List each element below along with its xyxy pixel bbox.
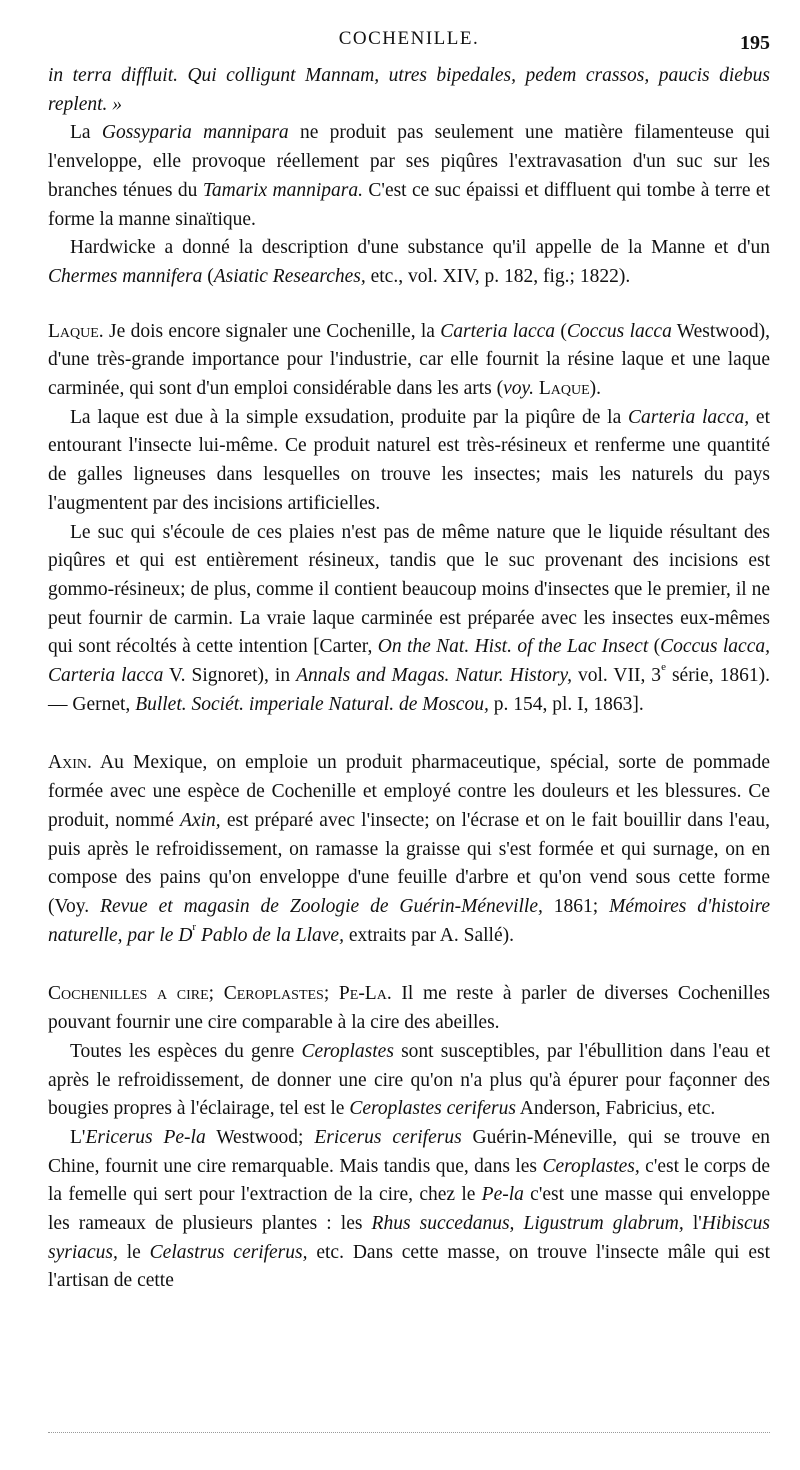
- text-run: c'est une masse qui enveloppe les rameaux de plusieurs plantes : les: [48, 1184, 770, 1235]
- text-run: p. 154, pl. I, 1863].: [488, 693, 644, 715]
- citation-author: Pablo de la Llave,: [196, 924, 344, 946]
- species-name: Celastrus ceriferus,: [149, 1241, 308, 1263]
- text-run: 1861;: [542, 895, 610, 917]
- text-run: Westwood), d'une très-grande importance pour l'industrie, car elle fournit la résine laque et une laque carminée, qui sont d'un emploi considérable dans les arts (: [48, 320, 771, 400]
- species-name: Coccus lacca, Carteria lacca: [48, 636, 770, 687]
- species-name: Pe-la: [481, 1184, 524, 1206]
- text-run: série, 1861). — Gernet,: [48, 665, 770, 715]
- text-run: L': [70, 1126, 86, 1148]
- text-run: vol. VII, 3: [571, 665, 662, 687]
- paragraph-laque-exsudation: [48, 404, 770, 519]
- species-name: Rhus succedanus, Ligustrum glabrum,: [371, 1213, 684, 1235]
- text-run: etc. Dans cette masse, on trouve l'insecte mâle qui est l'artisan de cette: [48, 1241, 770, 1292]
- genus-name: Ceroplastes,: [542, 1155, 640, 1177]
- text-run: c'est le corps de la femelle qui sert pour l'extraction de la cire, chez le: [48, 1155, 770, 1206]
- text-run: La laque est due à la simple exsudation, produite par la piqûre de la: [70, 406, 629, 428]
- paragraph-ceroplastes: [48, 1038, 770, 1124]
- section-axin: [48, 749, 770, 950]
- paragraph-laque-carminee: [48, 519, 770, 720]
- text-run: et entourant l'insecte lui-même. Ce produit naturel est très-résineux et renferme une quantité de galles ligneuses dans lesquelles on trouve les insectes; mais les naturels du pays l'augmentent par des incisions artificielles.: [48, 406, 770, 514]
- text-run: C'est ce suc épaissi et diffluent qui tombe à terre et forme la manne sinaïtique.: [48, 179, 770, 230]
- section-heading-axin: Axin.: [48, 752, 92, 774]
- species-name: Hibiscus syriacus,: [48, 1213, 771, 1263]
- section-cochenilles-a-cire: [48, 980, 770, 1037]
- paragraph-gossyparia: [48, 119, 770, 234]
- text-run: ).: [589, 378, 602, 400]
- text-run: V. Signoret), in: [163, 665, 297, 687]
- text-run: (: [648, 636, 661, 658]
- text-run: extraits par A. Sallé).: [343, 924, 514, 946]
- section-laque: [48, 318, 770, 404]
- paragraph-ericerus: [48, 1124, 770, 1296]
- citation-title: Revue et magasin de Zoologie de Guérin-Méneville,: [100, 895, 543, 917]
- running-title: COCHENILLE.: [338, 28, 480, 49]
- text-run: (: [555, 320, 567, 342]
- paragraph-hardwicke: [48, 234, 770, 291]
- cross-reference: voy.: [503, 378, 534, 400]
- species-name: Coccus lacca: [566, 320, 672, 342]
- species-name: Ericerus Pe-la: [85, 1126, 206, 1148]
- section-heading-cire: Cochenilles a cire; Ceroplastes; Pe-La.: [48, 983, 392, 1005]
- text-run: Je dois encore signaler une Cochenille, la: [103, 320, 441, 342]
- text-run: l': [683, 1213, 702, 1235]
- text-run: Westwood;: [205, 1126, 315, 1148]
- text-run: Au Mexique, on emploie un produit pharmaceutique, spécial, sorte de pommade formée avec une espèce de Cochenille et employé contre les douleurs et les blessures. Ce produit, nommé: [48, 752, 770, 831]
- body-text: [48, 62, 770, 1296]
- text-run: etc., vol. XIV, p. 182, fig.; 1822).: [365, 265, 631, 287]
- text-run: Toutes les espèces du genre: [70, 1040, 302, 1062]
- cross-reference-term: Laque: [538, 378, 590, 400]
- citation-title: Annals and Magas. Natur. History,: [296, 665, 572, 687]
- species-name: Carteria lacca: [440, 320, 556, 342]
- text-run: ne produit pas seulement une matière filamenteuse qui l'enveloppe, elle provoque réellement par ses piqûres l'extravasation d'un suc sur les branches ténues du: [48, 122, 770, 201]
- section-heading-laque: Laque.: [48, 320, 104, 342]
- term: Axin,: [180, 809, 221, 831]
- superscript: e: [661, 661, 666, 674]
- citation-title: Mémoires d'histoire naturelle, par le D: [48, 895, 771, 946]
- species-name: Ericerus ceriferus: [314, 1126, 462, 1148]
- citation-title: On the Nat. Hist. of the Lac Insect: [377, 636, 649, 658]
- text-run: le: [117, 1241, 150, 1263]
- species-name: Ceroplastes ceriferus: [349, 1098, 516, 1120]
- species-name: Chermes mannifera: [48, 265, 203, 287]
- bottom-rule: [48, 1432, 770, 1435]
- superscript: r: [192, 920, 197, 933]
- text-run: Hardwicke a donné la description d'une substance qu'il appelle de la Manne et d'un: [70, 237, 770, 259]
- text-run: (: [202, 265, 214, 287]
- text-run: sont susceptibles, par l'ébullition dans l'eau et après le refroidissement, de donner une cire qu'on n'a plus qu'à épurer pour façonner des bougies propres à l'éclairage, tel est le: [48, 1040, 770, 1120]
- text-run: Il me reste à parler de diverses Cochenilles pouvant fournir une cire comparable à la cire des abeilles.: [48, 983, 770, 1034]
- genus-name: Ceroplastes: [301, 1040, 394, 1062]
- species-name: Gossyparia mannipara: [101, 122, 289, 144]
- paragraph-latin-quote-end: [48, 62, 770, 119]
- species-name: Carteria lacca,: [628, 406, 750, 428]
- text-run: La: [70, 122, 102, 144]
- citation-title: Asiatic Researches,: [213, 265, 366, 287]
- text-run: Guérin-Méneville, qui se trouve en Chine, fournit une cire remarquable. Mais tandis que, dans les: [48, 1126, 770, 1177]
- species-name: Tamarix mannipara.: [202, 179, 364, 201]
- page-number: 195: [740, 32, 770, 54]
- citation-title: Bullet. Sociét. imperiale Natural. de Moscou,: [135, 693, 489, 715]
- running-header: [48, 28, 770, 58]
- text-run: Anderson, Fabricius, etc.: [515, 1098, 716, 1120]
- text-run: Le suc qui s'écoule de ces plaies n'est pas de même nature que le liquide résultant des piqûres et qui est entièrement résineux, tandis que le suc provenant des incisions est gommo-résineux; de plus, comme il contient beaucoup moins d'insectes que le premier, il ne peut fournir de carmin. La vraie laque carminée est préparée avec les insectes eux-mêmes qui sont récoltés à cette intention [Carter,: [48, 521, 770, 658]
- latin-quote-text: in terra diffluit. Qui colligunt Mannam, utres bipedales, pedem crassos, paucis diebus replent. »: [48, 65, 770, 115]
- text-run: est préparé avec l'insecte; on l'écrase et on le fait bouillir dans l'eau, puis après le refroidissement, on ramasse la graisse qui s'est formée et qui surnage, on en compose des pains qu'on enveloppe d'une feuille d'arbre et qu'on vend sous cette forme (Voy.: [48, 809, 770, 917]
